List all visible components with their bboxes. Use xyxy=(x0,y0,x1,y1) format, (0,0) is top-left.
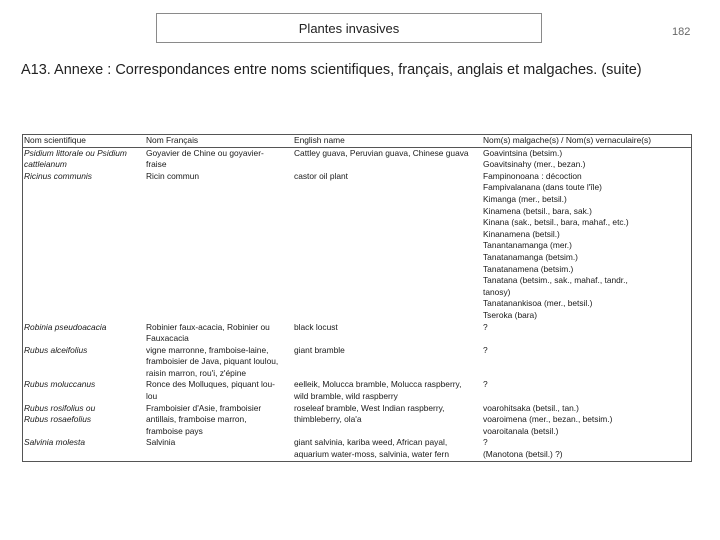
table-row xyxy=(23,403,691,438)
cell-text-line: Tanantanamanga (mer.) xyxy=(483,240,572,251)
cell-text-line: Tanatanamanga (betsim.) xyxy=(483,251,578,262)
cell-text-line: vigne marronne, framboise-laine, xyxy=(146,344,269,355)
cell-text-line: ? xyxy=(483,379,488,390)
cell-text-line: Tanatana (betsim., sak., mahaf., tandr., xyxy=(483,275,628,286)
cell-text-line: Psidium littorale ou Psidium xyxy=(24,147,127,158)
cell-malagasy-names xyxy=(482,437,691,460)
cell-english-name xyxy=(293,322,482,345)
table-row xyxy=(23,147,691,171)
species-table xyxy=(22,134,692,462)
cell-text-line: thimbleberry, ola'a xyxy=(294,414,362,425)
cell-text-line: giant bramble xyxy=(294,344,345,355)
cell-text-line: voaroitanala (betsil.) xyxy=(483,425,559,436)
cell-text-line: Robinia pseudoacacia xyxy=(24,321,107,332)
cell-english-name xyxy=(293,403,482,438)
cell-text-line: Framboisier d'Asie, framboisier xyxy=(146,402,262,413)
cell-malagasy-names xyxy=(482,345,691,380)
cell-scientific-name xyxy=(23,437,145,460)
cell-text-line: framboise pays xyxy=(146,425,203,436)
cell-text-line: Goavintsina (betsim.) xyxy=(483,147,563,158)
table-row xyxy=(23,437,691,460)
table-row xyxy=(23,171,691,322)
cell-french-name xyxy=(145,437,293,460)
cell-text-line: Goavitsinahy (mer., bezan.) xyxy=(483,159,586,170)
table-header-row xyxy=(23,135,691,147)
cell-text-line: ? xyxy=(483,437,488,448)
cell-text-line: black locust xyxy=(294,321,338,332)
cell-english-name xyxy=(293,147,482,171)
column-header-english: English name xyxy=(293,135,482,147)
cell-text-line: Rubus rosifolius ou xyxy=(24,402,96,413)
cell-text-line: Salvinia molesta xyxy=(24,437,85,448)
cell-text-line: fraise xyxy=(146,159,167,170)
cell-text-line: Tanatanankisoa (mer., betsil.) xyxy=(483,298,593,309)
cell-scientific-name xyxy=(23,403,145,438)
cell-text-line: (Manotona (betsil.) ?) xyxy=(483,449,563,460)
cell-scientific-name xyxy=(23,379,145,402)
cell-text-line: aquarium water-moss, salvinia, water fern xyxy=(294,449,449,460)
cell-text-line: framboisier de Java, piquant loulou, xyxy=(146,356,279,367)
cell-text-line: voaroimena (mer., bezan., betsim.) xyxy=(483,414,613,425)
cell-text-line: Ricin commun xyxy=(146,170,200,181)
cell-french-name xyxy=(145,147,293,171)
page-number: 182 xyxy=(672,26,691,38)
cell-malagasy-names xyxy=(482,147,691,171)
cell-malagasy-names xyxy=(482,322,691,345)
cell-text-line: Kinanamena (betsil.) xyxy=(483,228,560,239)
cell-text-line: cattleianum xyxy=(24,159,67,170)
column-header-french: Nom Français xyxy=(145,135,293,147)
cell-text-line: Ricinus communis xyxy=(24,170,92,181)
section-title: A13. Annexe : Correspondances entre noms scientifiques, français, anglais et malgaches. (suite) xyxy=(21,62,642,78)
cell-text-line: wild bramble, wild raspberry xyxy=(294,391,398,402)
cell-english-name xyxy=(293,171,482,322)
cell-text-line: Robinier faux-acacia, Robinier ou xyxy=(146,321,270,332)
cell-text-line: Goyavier de Chine ou goyavier- xyxy=(146,147,264,158)
cell-malagasy-names xyxy=(482,403,691,438)
cell-scientific-name xyxy=(23,171,145,322)
cell-text-line: antillais, framboise marron, xyxy=(146,414,247,425)
cell-text-line: Fauxacacia xyxy=(146,333,189,344)
cell-text-line: lou xyxy=(146,391,158,402)
cell-text-line: Rubus moluccanus xyxy=(24,379,96,390)
cell-english-name xyxy=(293,345,482,380)
cell-text-line: Kimanga (mer., betsil.) xyxy=(483,193,567,204)
cell-text-line: Salvinia xyxy=(146,437,176,448)
cell-malagasy-names xyxy=(482,379,691,402)
page-header-title: Plantes invasives xyxy=(156,13,542,43)
cell-text-line: Tseroka (bara) xyxy=(483,309,537,320)
cell-text-line: Cattley guava, Peruvian guava, Chinese guava xyxy=(294,147,469,158)
cell-text-line: Rubus alceifolius xyxy=(24,344,88,355)
cell-text-line: Ronce des Molluques, piquant lou- xyxy=(146,379,275,390)
column-header-malagasy: Nom(s) malgache(s) / Nom(s) vernaculaire(s) xyxy=(482,135,691,147)
cell-text-line: ? xyxy=(483,321,488,332)
cell-scientific-name xyxy=(23,345,145,380)
column-header-scientific: Nom scientifique xyxy=(23,135,145,147)
table-row xyxy=(23,345,691,380)
cell-text-line: ? xyxy=(483,344,488,355)
cell-text-line: Kinana (sak., betsil., bara, mahaf., etc.) xyxy=(483,217,629,228)
cell-text-line: Fampivalanana (dans toute l'île) xyxy=(483,182,602,193)
table-body xyxy=(23,147,691,461)
cell-french-name xyxy=(145,322,293,345)
table-row xyxy=(23,322,691,345)
cell-english-name xyxy=(293,379,482,402)
cell-french-name xyxy=(145,171,293,322)
cell-text-line: roseleaf bramble, West Indian raspberry, xyxy=(294,402,445,413)
cell-english-name xyxy=(293,437,482,460)
cell-text-line: Tanatanamena (betsim.) xyxy=(483,263,574,274)
cell-malagasy-names xyxy=(482,171,691,322)
cell-text-line: tanosy) xyxy=(483,286,511,297)
table-row xyxy=(23,379,691,402)
cell-text-line: voarohitsaka (betsil., tan.) xyxy=(483,402,579,413)
cell-text-line: Fampinonoana : décoction xyxy=(483,170,582,181)
cell-text-line: Kinamena (betsil., bara, sak.) xyxy=(483,205,592,216)
cell-scientific-name xyxy=(23,322,145,345)
cell-french-name xyxy=(145,345,293,380)
cell-scientific-name xyxy=(23,147,145,171)
cell-text-line: eelleik, Molucca bramble, Molucca raspberry, xyxy=(294,379,462,390)
cell-text-line: raisin marron, rou'i, z'épine xyxy=(146,367,247,378)
cell-text-line: castor oil plant xyxy=(294,170,348,181)
cell-text-line: Rubus rosaefolius xyxy=(24,414,92,425)
cell-french-name xyxy=(145,403,293,438)
cell-french-name xyxy=(145,379,293,402)
cell-text-line: giant salvinia, kariba weed, African payal, xyxy=(294,437,448,448)
